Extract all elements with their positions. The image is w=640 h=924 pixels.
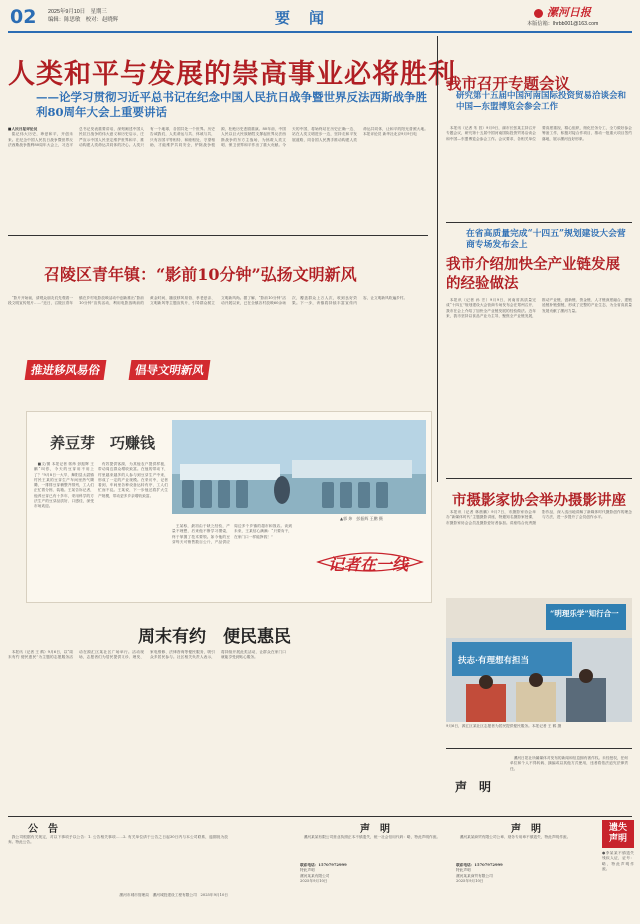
statement-mid-body: 漯河日报社所属媒体对发布的新闻和信息拥有著作权。未经授权，任何单位和个人不得转载、摘编或以其他方式使用，违者将依法追究法律责任。 (510, 756, 628, 771)
header-proofer: 校对：赵晓辉 (85, 17, 119, 23)
header-rule (8, 31, 632, 33)
page-number: 02 (10, 6, 37, 28)
photo-banner-text: “明理乐学”知行合一 (550, 609, 619, 618)
photo-banner-text-2: 扶志·有理想有担当 (458, 656, 529, 666)
feature-body: “影片开始前，请观众朋友们先观看一段文明宣传短片……”近日，召陵区青年镇在乡村电影放映活动中创新推出“影前10分钟”宣传活动，利用电影放映前的黄金时间，播放移风易俗、孝老爱亲、文明新风等主题宣传片，引导群众树立文明新风尚。据了解，“影前10分钟”活动开展以来，已在全镇各村放映60余场次，覆盖群众上万人次，收到良好效果。下一步，该镇将持续丰富宣传内容，让文明新风吹遍乡村。 (8, 296, 408, 306)
bean-col1: ■文/图 本报记者 郭炜 彭振辉 王鹏“叫你，今天的豆芽用不用上了？”9月8日一大早，舞阳县太尉镇村民王某的豆芽生产车间里热气腾腾，一排排豆芽桶整齐排列，工人们正忙着分拣、装箱。王某告诉记者，他养豆芽已有十多年，采用科学的方法生产的豆芽品质好、口感佳，深受市场欢迎。 (34, 462, 94, 509)
r1-body: 本报讯（记者 朱 昌）9月9日，副市长张某主持召开专题会议，研究第十五届中国河南国际投资贸易洽谈会和中国—东盟博览会参会工作。会议要求，各相关单位要高度重视，精心组织，细化任务分工，全力做好参会筹备工作，积极对接合作项目，推动一批重大项目签约落地，展示漯河良好形象。 (446, 126, 632, 141)
statement-mid-title: 声 明 (455, 780, 492, 794)
header-date: 2025年9月10日 (48, 9, 86, 15)
r3-body: 本报讯（记者 林晨鹏）9月7日，市摄影家协会举办“新媒体时代”主题摄影讲座，特邀知名摄影家授课，市摄影家协会会员及摄影爱好者参加。讲座结合优秀摄影作品，深入浅出地讲解了新媒体时代摄影创作的理念与方法，进一步提升了会员创作水平。 (446, 510, 632, 525)
r2-rule (446, 222, 632, 223)
ad-statement-1 (300, 820, 450, 918)
weekly-photo (446, 598, 632, 722)
header-weekday: 星期三 (90, 9, 107, 15)
ad-lost (602, 820, 634, 918)
ads-rule (8, 816, 632, 817)
ad-statement-1-footer: 特此声明 漯河某某有限公司 2025年9月10日 (300, 868, 330, 883)
ad-statement-1-contact: 联系电话：15707972999 (300, 863, 347, 867)
ad-statement-2-title: 声 明 (511, 824, 541, 835)
r3-title: 市摄影家协会举办摄影讲座 (452, 492, 626, 509)
right-vrule (437, 36, 438, 482)
ad-statement-1-title: 声 明 (360, 824, 390, 835)
header-editor: 编辑：陈思敏 (48, 17, 81, 23)
ad-statement-1-body: 漯河某某有限公司营业执照正本不慎遗失，统一社会信用代码：略，特此声明作废。 (303, 835, 441, 839)
reporter-stamp (314, 540, 426, 584)
weekly-caption: 9月6日，源汇区某社区志愿者为居民提供便民服务。本报记者 王 鹤 摄 (446, 724, 562, 728)
bean-title: 养豆芽 巧赚钱 (50, 434, 156, 452)
bean-photo (172, 420, 426, 514)
bean-col2: 有效提供客源，为其他农户提供样板，带动周边群众增收致富。在他的带动下，村里越来越多的人参与到豆芽生产中来，形成了一定的产业规模。在采访中，记者看到，车间里各种设备运转有序，工人们忙而不乱。王某说，下一步他还将扩大生产规模，带动更多乡亲增收致富。 (98, 462, 168, 498)
logo-icon (534, 9, 543, 18)
ad-statement-2 (456, 820, 596, 918)
lead-body (8, 127, 428, 227)
r2-body: 本报讯（记者 孙 宏）9月9日，河南省高质量完成“十四五”规划建设大会营商专场发布会在郑州召开，我市在会上介绍了加快全产业链发展的经验做法。近年来，我市坚持以食品产业为主导，聚焦全产业链发展，推动产业链、创新链、资金链、人才链深度融合，建链延链补链强链，形成了完整的产业生态，为全省高质量发展贡献了漯河力量。 (446, 298, 632, 318)
statement-rule (446, 748, 632, 749)
banner-left: 推进移风易俗 (25, 360, 107, 380)
ad-lost-title: 遗失 声明 (602, 820, 634, 848)
r2-bottom-rule (446, 478, 632, 479)
bean-caption: ▲郭 炜 彭振辉 王鹏 摄 (340, 516, 383, 521)
ad-notice-body: 我公司根据有关规定，对以下事项予以公告：1. 公告相关事项……2. 有关单位请于公告之日起30日内与本公司联系，逾期视为放弃。特此公告。 (8, 835, 228, 845)
lead-column-heading: ■人民日报评论员 (8, 127, 38, 131)
feature-banner (26, 360, 236, 378)
ad-statement-2-footer: 特此声明 漯河某某商贸有限公司 2025年9月10日 (456, 868, 493, 883)
header-meta (48, 8, 118, 24)
ad-statement-2-contact: 联系电话：15707972999 (456, 863, 503, 867)
r2-heading: 我市介绍加快全产业链发展的经验做法 (446, 256, 620, 292)
section-label: 要 闻 (275, 9, 327, 27)
r1-subtitle: 研究第十五届中国河南国际投资贸易洽谈会和中国—东盟博览会参会工作 (456, 91, 627, 112)
ad-notice-footer: 漯河市城市管理局 漯河城投建设工程有限公司 2025年9月10日 (119, 893, 228, 897)
banner-right: 倡导文明新风 (129, 360, 211, 380)
ad-notice (8, 820, 228, 918)
lead-text: 铭记伟大历史，珍爱和平，开创未来。在纪念中国人民抗日战争暨世界反法西斯战争胜利80周年大会上，习近平总书记发表重要讲话，深刻阐述中国人民抗日战争的伟大意义和历史启示，庄严宣示中国人民坚定维护世界和平、推动构建人类命运共同体的决心。人类只有一个地球，各国共处一个世界。历史告诫我们，人类命运与共、休戚与共，只有各国平等相待、和睦相处、守望相助，才能维护共同安全，铲除战争根源，杜绝历史悲剧重演。80年前，中国人民以巨大民族牺牲支撑起世界反法西斯战争的东方主战场，为拯救人类文明、保卫世界和平作出了重大贡献。今天的中国，将始终站在历史正确一边、站在人类文明进步一边，坚持走和平发展道路，同各国人民携手推动构建人类命运共同体，让和平的阳光普照大地。本报评论员 新华社北京9月9日电 (8, 127, 428, 147)
lead-title: 人类和平与发展的崇高事业必将胜利 (8, 59, 456, 90)
weekly-body: 本报讯（记者 王 鹤）9月6日，以“周末有约 便民惠民”为主题的志愿服务活动在源汇区某社区广场举行。活动现场，志愿者们为居民提供义诊、理发、家电维修、法律咨询等便民服务，吸引众多居民参与。社区相关负责人表示，将持续开展此类活动，让群众在家门口就能享受到贴心服务。 (8, 650, 286, 660)
r2-title: 在省高质量完成“十四五”规划建设大会营商专场发布会上 (466, 229, 626, 250)
feature-title: 召陵区青年镇：“影前10分钟”弘扬文明新风 (44, 265, 357, 284)
ad-statement-2-body: 漯河某某商贸有限公司公章、财务专用章不慎遗失，特此声明作废。 (459, 835, 571, 839)
ad-notice-title: 公 告 (28, 824, 58, 835)
stamp-text: 记者在一线 (328, 555, 409, 574)
logo: 漯河日报 (534, 4, 591, 20)
weekly-title: 周末有约 便民惠民 (138, 627, 291, 647)
lead-subtitle: ——论学习贯彻习近平总书记在纪念中国人民抗日战争暨世界反法西斯战争胜利80周年大会上重要讲话 (36, 90, 427, 119)
lead-divider (8, 235, 428, 236)
header-email[interactable]: 本版信箱：lhrbb001@163.com (527, 21, 599, 27)
ad-lost-body: ●李某某不慎遗失残疾人证，证号：略，特此声明作废。 (602, 851, 634, 871)
bean-col3: 王某称，最初由于缺乏经验，产量不理想，后来他不断学习摸索，终于掌握了技术要领。如今他的豆芽每天可销售数百公斤，产品供应周边多个乡镇的超市和饭店。谈到未来，王某信心满满：“只要肯干，在家门口一样能挣钱！” (172, 524, 292, 544)
r1-title: 我市召开专题会议 (446, 74, 571, 93)
